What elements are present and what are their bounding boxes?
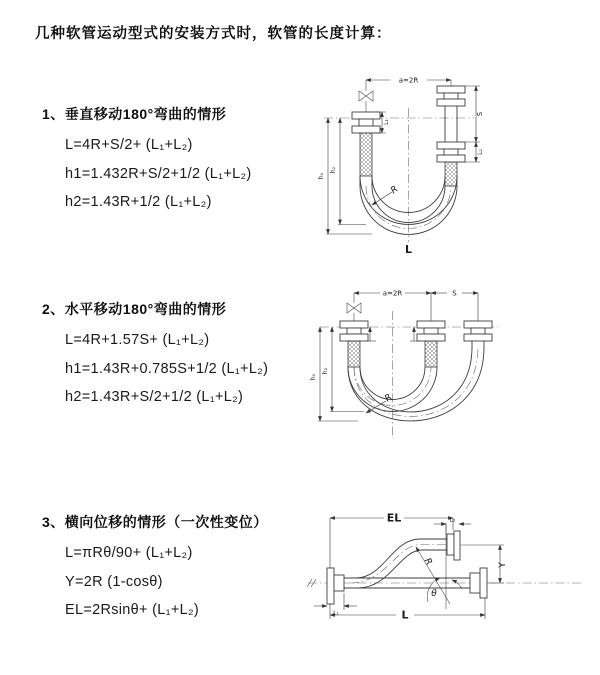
formula-line: h2=1.43R+S/2+1/2 (L₁+L₂) xyxy=(65,389,244,405)
formula-line: L=πRθ/90+ (L₁+L₂) xyxy=(65,545,193,561)
dim-label-a2r: a=2R xyxy=(398,76,419,85)
braided-hose-section xyxy=(360,133,372,176)
middle-fitting xyxy=(417,321,445,367)
section-3-heading: 3、横向位移的情形（一次性变位） xyxy=(42,514,268,530)
radius-label: R xyxy=(383,392,395,405)
angle-label: θ xyxy=(431,589,437,599)
formula-line: L=4R+1.57S+ (L₁+L₂) xyxy=(65,332,210,348)
dim-label-l2: L₂ xyxy=(477,149,484,155)
dimension-lines xyxy=(314,512,508,622)
dim-label-l1: L₁ xyxy=(383,119,390,125)
braided-hose-section xyxy=(425,341,437,367)
dim-label-l2: L₂ xyxy=(449,516,456,524)
section-horizontal-movement xyxy=(42,299,268,412)
dim-label-y: Y xyxy=(498,562,508,568)
radius-label: R xyxy=(389,184,401,197)
valve-icon xyxy=(359,80,373,112)
section-2-heading: 2、水平移动180°弯曲的情形 xyxy=(42,301,227,317)
dim-label-h2: h₂ xyxy=(322,367,329,375)
hose-arcs-position-2 xyxy=(348,347,484,421)
dim-label-h1: h₁ xyxy=(318,172,325,180)
dim-label-h2: h₂ xyxy=(330,166,337,174)
dim-label-s: S xyxy=(452,289,457,298)
right-fitting xyxy=(464,321,492,349)
formula-line: Y=2R (1-cosθ) xyxy=(65,573,163,590)
dim-label-el: EL xyxy=(386,511,402,525)
left-flange xyxy=(327,568,344,604)
right-fitting xyxy=(437,86,465,186)
section-3-formulas xyxy=(42,539,268,625)
dim-label-l1: L₁ xyxy=(333,610,339,617)
diagram-horizontal-180-bend xyxy=(306,281,591,449)
dim-label-l: L xyxy=(401,608,409,622)
dim-label-s: S xyxy=(476,111,484,117)
diagram-vertical-180-bend xyxy=(306,66,591,260)
braided-hose-section xyxy=(445,162,457,186)
formula-line: L=4R+S/2+ (L₁+L₂) xyxy=(65,137,193,153)
radius-label: R xyxy=(421,556,434,568)
section-1-heading: 1、垂直移动180°弯曲的情形 xyxy=(42,106,227,122)
upper-right-flange xyxy=(447,531,460,560)
diagram-lateral-displacement xyxy=(300,503,590,643)
length-label: L xyxy=(404,243,413,256)
formula-line: h1=1.43R+0.785S+1/2 (L₁+L₂) xyxy=(65,360,269,377)
braided-hose-section xyxy=(348,341,360,367)
dim-label-a2r: a=2R xyxy=(382,289,403,298)
lower-right-flange xyxy=(470,568,487,598)
page-title: 几种软管运动型式的安装方式时，软管的长度计算： xyxy=(35,26,392,42)
section-lateral-displacement xyxy=(42,512,268,625)
left-fitting xyxy=(352,112,380,176)
formula-line: h2=1.43R+1/2 (L₁+L₂) xyxy=(65,194,212,210)
dim-label-h1: h₁ xyxy=(310,373,317,381)
dimension-lines xyxy=(310,290,478,422)
formula-line: EL=2Rsinθ+ (L₁+L₂) xyxy=(65,602,200,618)
formula-line: h1=1.432R+S/2+1/2 (L₁+L₂) xyxy=(65,165,252,182)
valve-icon xyxy=(347,293,361,321)
section-1-formulas xyxy=(42,131,252,217)
s-curve-pipe xyxy=(350,539,447,588)
section-2-formulas xyxy=(42,326,268,412)
left-fitting xyxy=(340,321,368,367)
section-vertical-movement xyxy=(42,104,252,217)
